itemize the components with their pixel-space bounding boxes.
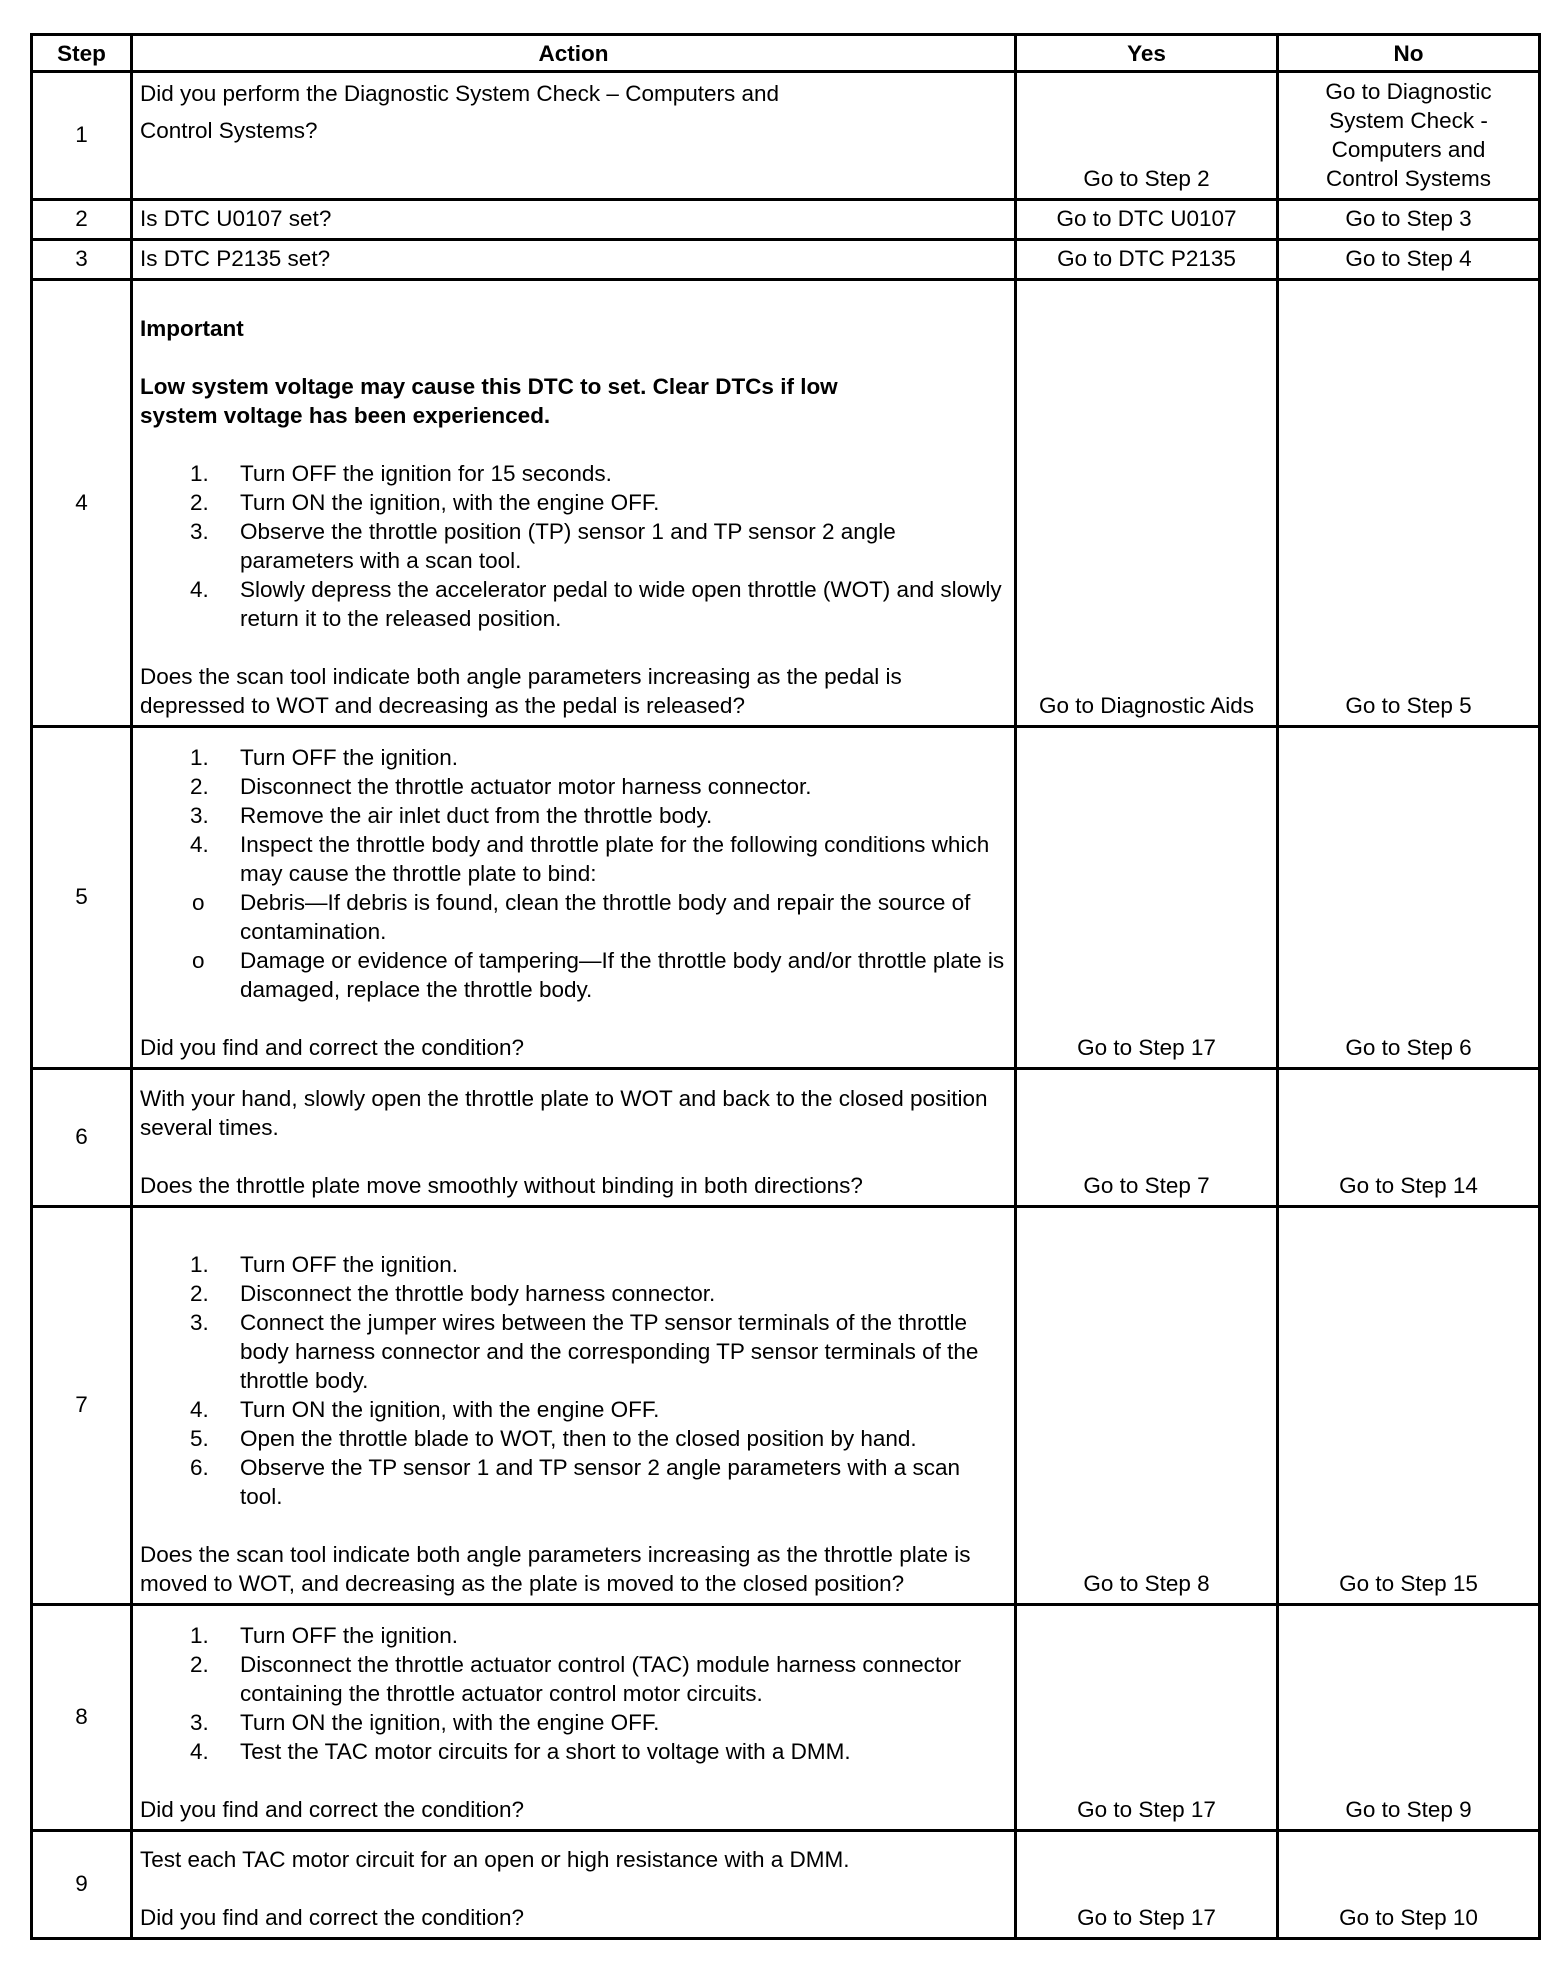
action-cell <box>132 1605 1016 1831</box>
list-item: 5. Open the throttle blade to WOT, then to the closed position by hand. <box>190 1426 917 1451</box>
table-row <box>32 72 1540 200</box>
no-line: System Check - <box>1329 107 1488 133</box>
step-number: 7 <box>32 1207 132 1605</box>
table-row <box>32 1069 1540 1207</box>
condition-text: Debris—If debris is found, clean the throttle body and repair the source of contamination. <box>240 890 971 944</box>
step-number: 4 <box>32 280 132 727</box>
yes-cell: Go to Step 2 <box>1016 72 1278 200</box>
list-item: 4. Test the TAC motor circuits for a short to voltage with a DMM. <box>190 1739 851 1764</box>
action-question: Does the scan tool indicate both angle parameters increasing as the pedal is depressed to WOT and decreasing as the pedal is released? <box>140 664 902 718</box>
no-line: Go to Diagnostic <box>1325 78 1492 104</box>
list-item: 4. Inspect the throttle body and throttle plate for the following conditions which may cause the throttle plate to bind: o Debris—If debris is found, clean the throttle body and repair the source of contamination. o Damage or evidence of tampering—If the throttle body and/or throttle plate is damaged, replace the throttle body. <box>140 830 1007 1004</box>
list-item-text: Turn OFF the ignition. <box>240 1623 459 1648</box>
yes-cell: Go to Step 8 <box>1016 1207 1278 1605</box>
list-item: 2. Disconnect the throttle actuator motor harness connector. <box>190 774 812 799</box>
no-cell: Go to Step 9 <box>1278 1605 1540 1831</box>
action-cell <box>132 1831 1016 1939</box>
header-row <box>32 35 1540 72</box>
list-item: 2. Disconnect the throttle body harness connector. <box>190 1281 716 1306</box>
action-cell <box>132 1069 1016 1207</box>
step-number: 9 <box>32 1831 132 1939</box>
diagnostic-table <box>30 33 1541 1940</box>
condition-text: Damage or evidence of tampering—If the throttle body and/or throttle plate is damaged, replace the throttle body. <box>240 948 1005 1002</box>
list-item: 3. Remove the air inlet duct from the throttle body. <box>190 803 713 828</box>
step-number: 3 <box>32 240 132 280</box>
list-item: 2. Disconnect the throttle actuator control (TAC) module harness connector containing the throttle actuator control motor circuits. <box>190 1652 962 1706</box>
list-item: 3. Observe the throttle position (TP) sensor 1 and TP sensor 2 angle parameters with a scan tool. <box>190 519 896 573</box>
condition-item: o Damage or evidence of tampering—If the throttle body and/or throttle plate is damaged, replace the throttle body. <box>192 948 1005 1002</box>
action-line: Did you perform the Diagnostic System Check – Computers and <box>140 81 780 106</box>
list-item-text: Disconnect the throttle body harness connector. <box>240 1281 716 1306</box>
table-row <box>32 200 1540 240</box>
step-number: 8 <box>32 1605 132 1831</box>
yes-cell: Go to Step 17 <box>1016 1605 1278 1831</box>
yes-cell: Go to DTC P2135 <box>1016 240 1278 280</box>
table-row <box>32 1831 1540 1939</box>
action-cell <box>132 280 1016 727</box>
no-cell: Go to Step 3 <box>1278 200 1540 240</box>
condition-item: o Debris—If debris is found, clean the throttle body and repair the source of contamination. <box>192 890 971 944</box>
list-item-text: Inspect the throttle body and throttle plate for the following conditions which may cause the throttle plate to bind: <box>240 832 990 886</box>
no-line: Control Systems <box>1325 165 1492 191</box>
list-item: 4. Slowly depress the accelerator pedal to wide open throttle (WOT) and slowly return it to the released position. <box>190 577 1002 631</box>
yes-cell: Go to Step 7 <box>1016 1069 1278 1207</box>
action-question: Does the throttle plate move smoothly without binding in both directions? <box>140 1173 863 1198</box>
list-item: 4. Turn ON the ignition, with the engine OFF. <box>190 1397 660 1422</box>
no-cell: Go to Step 10 <box>1278 1831 1540 1939</box>
list-item-text: Remove the air inlet duct from the throttle body. <box>240 803 713 828</box>
list-item: 1. Turn OFF the ignition. <box>190 1252 459 1277</box>
step-number: 6 <box>32 1069 132 1207</box>
action-text: Test each TAC motor circuit for an open or high resistance with a DMM. <box>140 1847 850 1872</box>
list-item: 3. Turn ON the ignition, with the engine OFF. <box>190 1710 660 1735</box>
list-item-text: Turn OFF the ignition for 15 seconds. <box>240 461 612 486</box>
procedure-list <box>140 459 1007 633</box>
yes-cell: Go to Step 17 <box>1016 1831 1278 1939</box>
no-line: Computers and <box>1331 136 1486 162</box>
action-cell <box>132 72 1016 200</box>
list-item: 2. Turn ON the ignition, with the engine OFF. <box>190 490 660 515</box>
no-cell <box>1278 72 1540 200</box>
action-question: Did you find and correct the condition? <box>140 1035 524 1060</box>
list-item: 6. Observe the TP sensor 1 and TP sensor 2 angle parameters with a scan tool. <box>190 1455 960 1509</box>
action-text: With your hand, slowly open the throttle plate to WOT and back to the closed position several times. <box>140 1086 988 1140</box>
yes-cell: Go to Step 17 <box>1016 727 1278 1069</box>
step-number: 5 <box>32 727 132 1069</box>
list-item-text: Test the TAC motor circuits for a short to voltage with a DMM. <box>240 1739 851 1764</box>
action-question: Does the scan tool indicate both angle parameters increasing as the throttle plate is moved to WOT, and decreasing as the plate is moved to the closed position? <box>140 1542 971 1596</box>
list-item: 1. Turn OFF the ignition for 15 seconds. <box>190 461 612 486</box>
header-yes: Yes <box>1016 35 1278 72</box>
list-item-text: Disconnect the throttle actuator motor harness connector. <box>240 774 812 799</box>
no-cell: Go to Step 4 <box>1278 240 1540 280</box>
table-row <box>32 727 1540 1069</box>
procedure-list <box>140 1621 1007 1766</box>
no-cell: Go to Step 6 <box>1278 727 1540 1069</box>
important-title: Important <box>140 316 244 341</box>
list-item-text: Turn ON the ignition, with the engine OFF. <box>240 1397 660 1422</box>
list-item-text: Disconnect the throttle actuator control (TAC) module harness connector containing the throttle actuator control motor circuits. <box>240 1652 962 1706</box>
list-item-text: Turn ON the ignition, with the engine OFF. <box>240 490 660 515</box>
step-number: 1 <box>32 72 132 200</box>
header-no: No <box>1278 35 1540 72</box>
condition-list <box>140 888 1007 1004</box>
action-question: Is DTC P2135 set? <box>132 240 1016 280</box>
list-item-text: Turn ON the ignition, with the engine OFF. <box>240 1710 660 1735</box>
diagnostic-table-container <box>30 33 1538 1940</box>
list-item-text: Open the throttle blade to WOT, then to the closed position by hand. <box>240 1426 917 1451</box>
step-number: 2 <box>32 200 132 240</box>
list-item-text: Observe the throttle position (TP) sensor 1 and TP sensor 2 angle parameters with a scan tool. <box>240 519 896 573</box>
table-row <box>32 240 1540 280</box>
list-item-text: Observe the TP sensor 1 and TP sensor 2 angle parameters with a scan tool. <box>240 1455 960 1509</box>
important-text: Low system voltage may cause this DTC to set. Clear DTCs if low system voltage has been experienced. <box>140 374 838 428</box>
table-row <box>32 1207 1540 1605</box>
action-cell <box>132 1207 1016 1605</box>
list-item-text: Turn OFF the ignition. <box>240 1252 459 1277</box>
yes-cell: Go to DTC U0107 <box>1016 200 1278 240</box>
list-item-text: Slowly depress the accelerator pedal to wide open throttle (WOT) and slowly return it to the released position. <box>240 577 1002 631</box>
no-cell: Go to Step 15 <box>1278 1207 1540 1605</box>
procedure-list <box>140 1250 1007 1511</box>
action-question: Did you find and correct the condition? <box>140 1797 524 1822</box>
action-question: Is DTC U0107 set? <box>132 200 1016 240</box>
procedure-list <box>140 743 1007 1004</box>
list-item: 1. Turn OFF the ignition. <box>190 1623 459 1648</box>
no-cell: Go to Step 5 <box>1278 280 1540 727</box>
action-cell <box>132 727 1016 1069</box>
action-line: Control Systems? <box>140 118 318 143</box>
action-question: Did you find and correct the condition? <box>140 1905 524 1930</box>
list-item: 1. Turn OFF the ignition. <box>190 745 459 770</box>
list-item-text: Turn OFF the ignition. <box>240 745 459 770</box>
yes-cell: Go to Diagnostic Aids <box>1016 280 1278 727</box>
list-item-text: Connect the jumper wires between the TP sensor terminals of the throttle body harness connector and the corresponding TP sensor terminals of the throttle body. <box>240 1310 979 1393</box>
table-row <box>32 1605 1540 1831</box>
header-action: Action <box>132 35 1016 72</box>
table-row <box>32 280 1540 727</box>
list-item: 3. Connect the jumper wires between the TP sensor terminals of the throttle body harness connector and the corresponding TP sensor terminals of the throttle body. <box>190 1310 979 1393</box>
header-step: Step <box>32 35 132 72</box>
no-cell: Go to Step 14 <box>1278 1069 1540 1207</box>
